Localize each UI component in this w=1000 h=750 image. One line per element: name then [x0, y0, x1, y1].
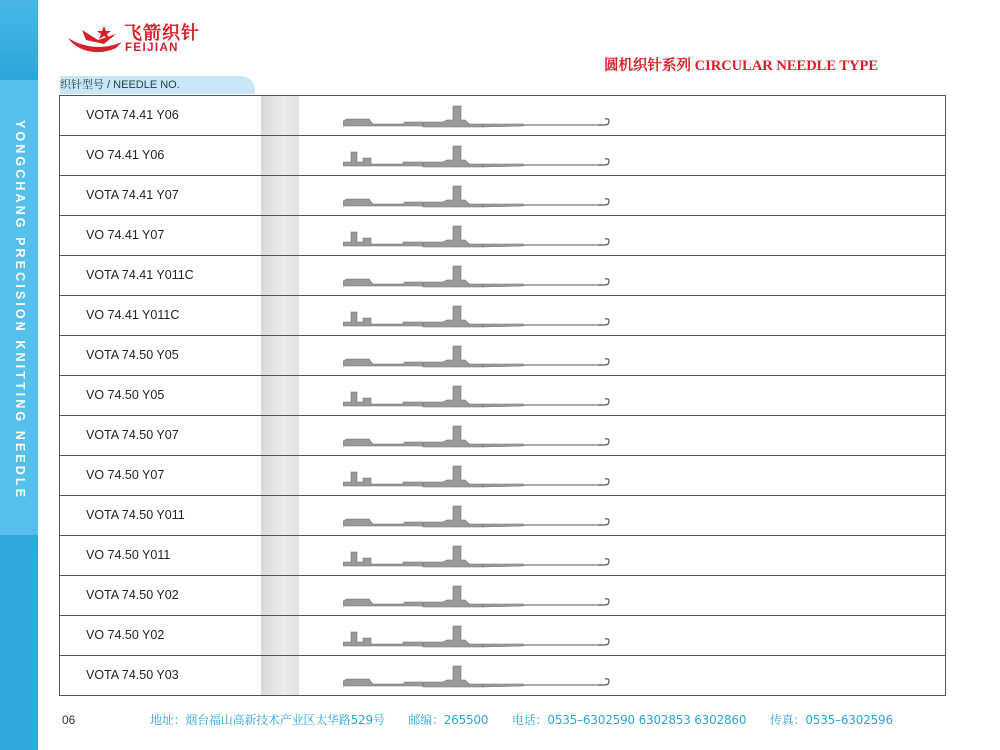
table-row — [60, 456, 945, 496]
needle-no: VOTA 74.50 Y05 — [86, 348, 179, 362]
needle-illustration — [343, 140, 623, 172]
table-row — [60, 96, 945, 136]
needle-no: VO 74.50 Y07 — [86, 468, 165, 482]
needle-illustration — [343, 220, 623, 252]
needle-illustration — [343, 380, 623, 412]
table-row — [60, 496, 945, 536]
needle-illustration — [343, 300, 623, 332]
needle-illustration — [343, 500, 623, 532]
needle-no: VOTA 74.50 Y03 — [86, 668, 179, 682]
needle-no: VO 74.50 Y05 — [86, 388, 165, 402]
table-row — [60, 616, 945, 656]
table-row — [60, 176, 945, 216]
table-row — [60, 256, 945, 296]
table-row — [60, 136, 945, 176]
needle-no: VO 74.41 Y011C — [86, 308, 180, 322]
brand-name-en: FEIJIAN — [125, 42, 179, 54]
needle-no: VO 74.50 Y02 — [86, 628, 165, 642]
needle-illustration — [343, 580, 623, 612]
needle-illustration — [343, 100, 623, 132]
table-row — [60, 656, 945, 696]
table-row — [60, 376, 945, 416]
needle-illustration — [343, 260, 623, 292]
needle-illustration — [343, 540, 623, 572]
needle-no-header: 织针型号 / NEEDLE NO. — [60, 79, 180, 91]
vertical-company-name: YONGCHANG PRECISION KNITTING NEEDLE — [13, 120, 27, 501]
needle-illustration — [343, 460, 623, 492]
needle-no: VOTA 74.41 Y07 — [86, 188, 179, 202]
footer-fax: 传真：0535–6302596 — [769, 713, 893, 727]
table-header-tab — [60, 76, 255, 94]
footer-postcode: 邮编：265500 — [408, 713, 489, 727]
needle-no: VOTA 74.50 Y07 — [86, 428, 179, 442]
table-row — [60, 536, 945, 576]
table-row — [60, 416, 945, 456]
needle-illustration — [343, 180, 623, 212]
needle-no: VOTA 74.50 Y011 — [86, 508, 185, 522]
needle-table — [59, 95, 946, 696]
needle-illustration — [343, 660, 623, 692]
footer-contact — [150, 711, 913, 728]
table-row — [60, 296, 945, 336]
footer-address: 地址：烟台福山高新技术产业区太华路529号 — [150, 713, 385, 727]
needle-no: VO 74.50 Y011 — [86, 548, 171, 562]
side-bar — [0, 0, 38, 750]
page-number: 06 — [62, 713, 76, 727]
needle-illustration — [343, 420, 623, 452]
footer-phone: 电话：0535–6302590 6302853 6302860 — [511, 713, 747, 727]
table-row — [60, 576, 945, 616]
needle-no: VO 74.41 Y06 — [86, 148, 165, 162]
needle-illustration — [343, 340, 623, 372]
needle-no: VOTA 74.41 Y06 — [86, 108, 179, 122]
table-row — [60, 336, 945, 376]
needle-illustration — [343, 620, 623, 652]
brand-name-cn: 飞箭织针 — [124, 23, 200, 44]
table-row — [60, 216, 945, 256]
needle-no: VOTA 74.41 Y011C — [86, 268, 194, 282]
needle-no: VO 74.41 Y07 — [86, 228, 165, 242]
series-title: 圆机织针系列 CIRCULAR NEEDLE TYPE — [604, 58, 879, 74]
needle-no: VOTA 74.50 Y02 — [86, 588, 179, 602]
